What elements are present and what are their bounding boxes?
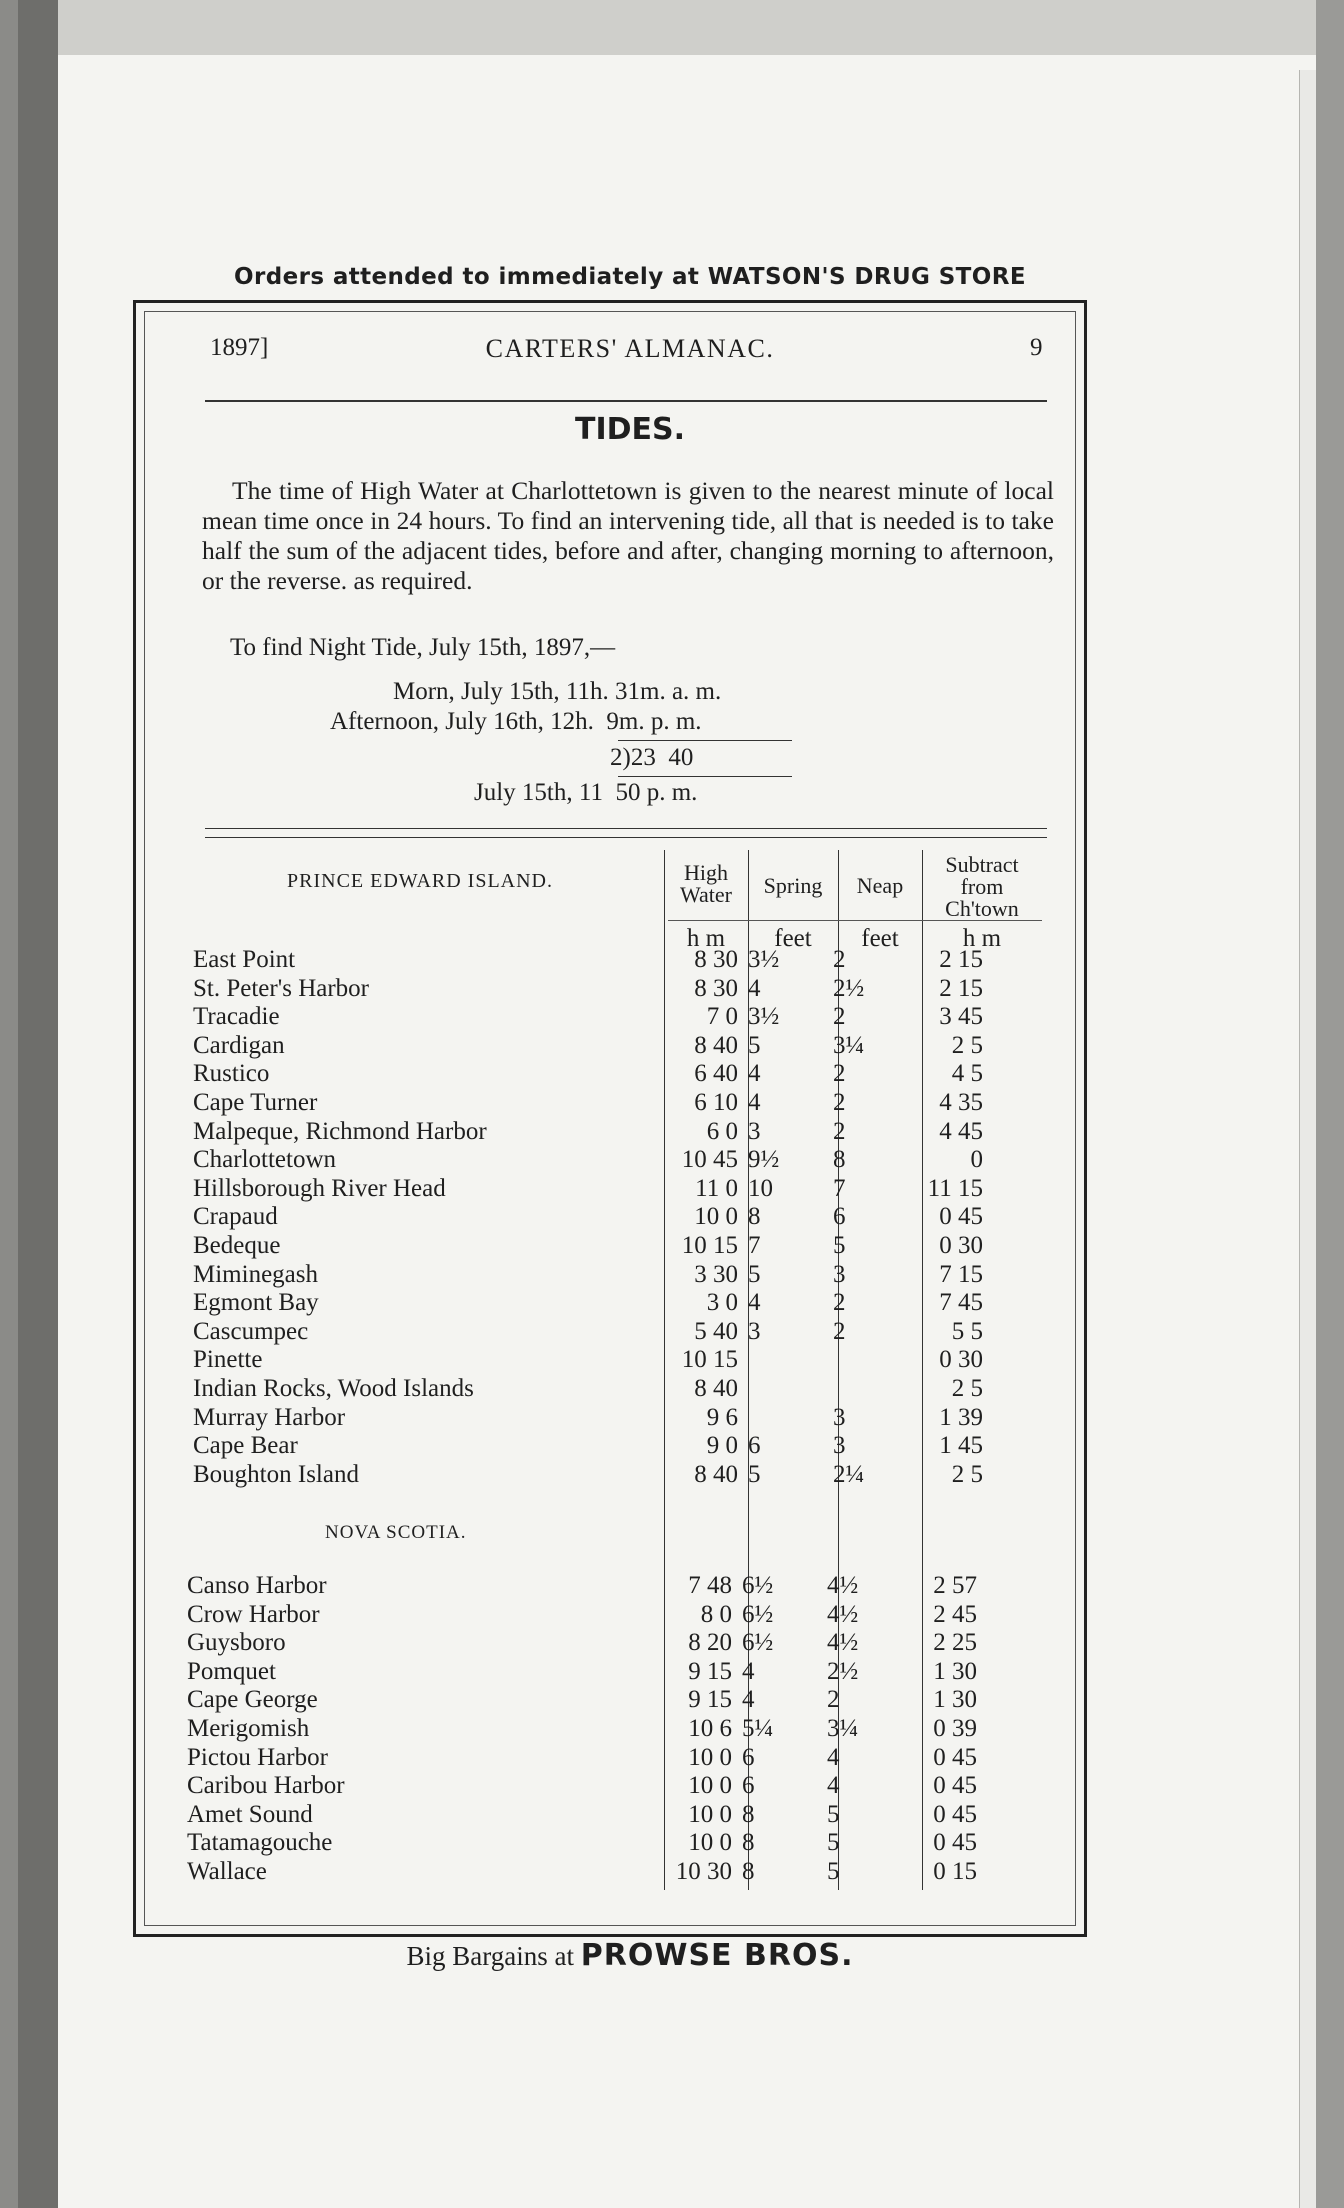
high-water-time: 10 0: [688, 1772, 732, 1800]
table-row: [187, 1572, 1067, 1601]
high-water-time: 8 40: [694, 1375, 738, 1402]
high-water-time: 10 0: [694, 1203, 738, 1231]
subtract-time: 0 30: [939, 1346, 983, 1374]
high-water-time: 10 15: [681, 1346, 738, 1374]
subtract-time: 2 45: [933, 1600, 977, 1628]
neap-height: 2: [833, 1289, 846, 1317]
place-name: Cardigan: [193, 1031, 285, 1059]
high-water-time: 8 20: [688, 1629, 732, 1657]
subtract-time: 7 15: [939, 1260, 983, 1288]
neap-height: 2: [833, 1060, 846, 1088]
spring-height: 5: [748, 1260, 761, 1288]
neap-height: 4½: [827, 1572, 859, 1599]
neap-height: 7: [833, 1174, 846, 1202]
subtract-time: 0 39: [933, 1715, 977, 1742]
page-edge: [1299, 70, 1316, 2208]
neap-height: 5: [827, 1800, 840, 1828]
subtract-time: 5 5: [951, 1317, 983, 1345]
unit-high: h m: [686, 925, 726, 952]
spring-height: 4: [742, 1686, 755, 1714]
subtract-time: 7 45: [939, 1289, 983, 1317]
subtract-time: 0 45: [933, 1743, 977, 1771]
place-name: Cascumpec: [193, 1317, 309, 1345]
calc-rule-2: [618, 776, 792, 777]
high-water-time: 9 6: [706, 1403, 738, 1431]
high-water-time: 7 0: [706, 1003, 738, 1031]
spring-height: 6½: [742, 1629, 774, 1657]
section-title: TIDES.: [574, 412, 686, 447]
subtract-time: 2 25: [933, 1629, 977, 1657]
neap-height: 4: [827, 1743, 840, 1771]
table-row: [193, 1261, 1073, 1290]
subtract-time: 2 5: [951, 1031, 983, 1059]
table-row: [193, 946, 1073, 975]
calc-rule-1: [618, 740, 792, 741]
subtract-time: 0 30: [939, 1232, 983, 1259]
table-row: [193, 1146, 1073, 1175]
table-row: [193, 1203, 1073, 1232]
table-row: [193, 1461, 1073, 1490]
place-name: Amet Sound: [187, 1800, 313, 1828]
high-water-time: 8 40: [694, 1460, 738, 1488]
subtract-time: 0 15: [933, 1858, 977, 1885]
table-row: [193, 1003, 1073, 1032]
neap-height: 5: [827, 1858, 840, 1885]
spring-height: 5¼: [742, 1715, 774, 1742]
table-row: [187, 1801, 1067, 1830]
high-water-time: 10 0: [688, 1829, 732, 1857]
neap-height: 2: [833, 1089, 846, 1116]
high-water-time: 3 0: [706, 1289, 738, 1317]
table-row: [193, 1346, 1073, 1375]
bottom-advertisement: [200, 1938, 1060, 1973]
table-row: [187, 1829, 1067, 1858]
subtract-time: 0 45: [939, 1203, 983, 1231]
subtract-time: 1 45: [939, 1432, 983, 1460]
table-row: [187, 1715, 1067, 1744]
neap-height: 4½: [827, 1600, 859, 1628]
high-water-time: 10 0: [688, 1743, 732, 1771]
table-row: [187, 1658, 1067, 1687]
high-water-time: 10 6: [688, 1715, 732, 1742]
subtract-time: 2 5: [951, 1375, 983, 1402]
subtract-time: 0: [970, 1146, 983, 1174]
subtract-time: 4 35: [939, 1089, 983, 1116]
place-name: Cape Turner: [193, 1089, 318, 1116]
separator-rule: [205, 828, 1047, 829]
table-row: [193, 1375, 1073, 1404]
place-name: Bedeque: [193, 1232, 281, 1259]
intro-paragraph: The time of High Water at Charlottetown is given to the nearest minute of local mean time once in 24 hours. To find an intervening tide, all that is needed is to take half the sum of the adjacent tides, before and after, changing morning to afternoon, or the reverse. as required.: [202, 476, 1054, 595]
spring-height: 3: [748, 1317, 761, 1345]
high-water-time: 7 48: [688, 1572, 732, 1599]
subtract-time: 1 30: [933, 1686, 977, 1714]
separator-rule-2: [205, 837, 1047, 838]
neap-height: 3: [833, 1260, 846, 1288]
place-name: Crow Harbor: [187, 1600, 320, 1628]
table-row: [187, 1629, 1067, 1658]
high-water-time: 5 40: [694, 1317, 738, 1345]
table-row: [193, 1089, 1073, 1118]
spring-height: 6: [748, 1432, 761, 1460]
neap-height: 2½: [827, 1657, 859, 1685]
spring-height: 7: [748, 1232, 761, 1259]
table-row: [193, 1432, 1073, 1461]
col-header-neap: Neap: [856, 873, 904, 898]
neap-height: 2: [827, 1686, 840, 1714]
subtract-time: 1 39: [939, 1403, 983, 1431]
unit-spring: feet: [774, 925, 812, 952]
table-row: [187, 1772, 1067, 1801]
calc-line-morning: Morn, July 15th, 11h. 31m. a. m.: [393, 678, 722, 705]
neap-height: 8: [833, 1146, 846, 1174]
place-name: Cape George: [187, 1686, 318, 1714]
calc-line-result: July 15th, 11 50 p. m.: [474, 779, 698, 806]
spring-height: 8: [742, 1858, 755, 1885]
neap-height: 2: [833, 946, 846, 973]
high-water-time: 9 0: [706, 1432, 738, 1460]
high-water-time: 10 0: [688, 1800, 732, 1828]
spring-height: 4: [742, 1657, 755, 1685]
section-header-nova-scotia: NOVA SCOTIA.: [325, 1522, 467, 1543]
night-tide-heading: To find Night Tide, July 15th, 1897,—: [230, 634, 616, 661]
neap-height: 3¼: [833, 1031, 865, 1059]
place-name: Malpeque, Richmond Harbor: [193, 1117, 487, 1145]
place-name: Miminegash: [193, 1260, 318, 1288]
unit-subtract: h m: [962, 925, 1002, 952]
spring-height: 3½: [748, 946, 780, 973]
neap-height: 4: [827, 1772, 840, 1800]
subtract-time: 11 15: [927, 1174, 983, 1202]
subtract-time: 0 45: [933, 1829, 977, 1857]
book-right-edge: [1316, 0, 1344, 2208]
calc-line-sum: 2)23 40: [610, 744, 694, 771]
place-name: Boughton Island: [193, 1460, 359, 1488]
high-water-time: 8 30: [694, 946, 738, 973]
neap-height: 2: [833, 1003, 846, 1031]
subtract-time: 2 5: [951, 1460, 983, 1488]
place-name: Tatamagouche: [187, 1829, 333, 1857]
neap-height: 4½: [827, 1629, 859, 1657]
place-name: Egmont Bay: [193, 1289, 319, 1317]
spring-height: 8: [742, 1800, 755, 1828]
calc-line-afternoon: Afternoon, July 16th, 12h. 9m. p. m.: [330, 708, 702, 735]
subtract-time: 1 30: [933, 1657, 977, 1685]
neap-height: 2¼: [833, 1460, 865, 1488]
spring-height: 3½: [748, 1003, 780, 1031]
neap-height: 3: [833, 1403, 846, 1431]
place-name: Murray Harbor: [193, 1403, 346, 1431]
high-water-time: 9 15: [688, 1686, 732, 1714]
ad-brand: PROWSE BROS.: [580, 1938, 854, 1973]
spring-height: 6½: [742, 1572, 774, 1599]
place-name: Pictou Harbor: [187, 1743, 328, 1771]
spring-height: 8: [742, 1829, 755, 1857]
place-name: Canso Harbor: [187, 1572, 327, 1599]
high-water-time: 3 30: [694, 1260, 738, 1288]
subtract-time: 2 15: [939, 974, 983, 1002]
place-name: Wallace: [187, 1858, 267, 1885]
page-number: 9: [1030, 334, 1043, 361]
place-name: Merigomish: [187, 1715, 310, 1742]
high-water-time: 10 15: [681, 1232, 738, 1259]
subtract-time: 2 15: [939, 946, 983, 973]
place-name: Indian Rocks, Wood Islands: [193, 1375, 474, 1402]
book-spine-edge: [0, 0, 18, 2208]
subtract-time: 4 45: [939, 1117, 983, 1145]
subtract-time: 0 45: [933, 1772, 977, 1800]
table-row: [193, 1289, 1073, 1318]
table-row: [193, 1032, 1073, 1061]
spring-height: 4: [748, 1060, 761, 1088]
high-water-time: 6 40: [694, 1060, 738, 1088]
high-water-time: 11 0: [695, 1174, 738, 1202]
high-water-time: 8 30: [694, 974, 738, 1002]
table-row: [187, 1601, 1067, 1630]
table-row: [193, 1404, 1073, 1433]
spring-height: 9½: [748, 1146, 780, 1174]
neap-height: 2: [833, 1317, 846, 1345]
spring-height: 8: [748, 1203, 761, 1231]
subtract-time: 2 57: [933, 1572, 977, 1599]
place-name: Pomquet: [187, 1657, 276, 1685]
neap-height: 5: [833, 1232, 846, 1259]
subtract-time: 4 5: [951, 1060, 983, 1088]
neap-height: 5: [827, 1829, 840, 1857]
subtract-time: 0 45: [933, 1800, 977, 1828]
place-name: Tracadie: [193, 1003, 280, 1031]
spring-height: 10: [748, 1174, 773, 1202]
top-advertisement: Orders attended to immediately at WATSON'S DRUG STORE: [234, 264, 1026, 290]
high-water-time: 10 30: [675, 1858, 732, 1885]
ad-prefix: Big Bargains at: [406, 1941, 575, 1971]
place-name: East Point: [193, 946, 296, 973]
place-name: Caribou Harbor: [187, 1772, 345, 1800]
spring-height: 5: [748, 1031, 761, 1059]
subtract-time: 3 45: [939, 1003, 983, 1031]
place-name: Crapaud: [193, 1203, 278, 1231]
high-water-time: 6 0: [706, 1117, 738, 1145]
place-name: Guysboro: [187, 1629, 286, 1657]
header-rule: [205, 400, 1047, 402]
spring-height: 6: [742, 1772, 755, 1800]
high-water-time: 9 15: [688, 1657, 732, 1685]
header-underline: [668, 920, 1042, 921]
place-name: Pinette: [193, 1346, 263, 1374]
table-row: [193, 1318, 1073, 1347]
spring-height: 6½: [742, 1600, 774, 1628]
place-name: Hillsborough River Head: [193, 1174, 446, 1202]
table-row: [193, 1060, 1073, 1089]
spring-height: 5: [748, 1460, 761, 1488]
header-title: CARTERS' ALMANAC.: [485, 334, 775, 363]
spring-height: 3: [748, 1117, 761, 1145]
spring-height: 4: [748, 1289, 761, 1317]
place-name: Rustico: [193, 1060, 270, 1088]
high-water-time: 8 0: [700, 1600, 732, 1628]
high-water-time: 6 10: [694, 1089, 738, 1116]
section-header-pei: PRINCE EDWARD ISLAND.: [287, 870, 553, 892]
header-year: 1897]: [210, 334, 269, 361]
col-header-spring: Spring: [763, 873, 823, 898]
table-row: [187, 1744, 1067, 1773]
table-row: [193, 1175, 1073, 1204]
neap-height: 6: [833, 1203, 846, 1231]
table-row: [193, 1232, 1073, 1261]
table-row: [193, 1118, 1073, 1147]
spring-height: 4: [748, 1089, 761, 1116]
high-water-time: 10 45: [681, 1146, 738, 1174]
table-row: [187, 1858, 1067, 1887]
neap-height: 2½: [833, 974, 865, 1002]
unit-neap: feet: [861, 925, 899, 952]
table-row: [187, 1686, 1067, 1715]
neap-height: 3¼: [827, 1715, 859, 1742]
table-row: [193, 975, 1073, 1004]
spring-height: 4: [748, 974, 761, 1002]
place-name: St. Peter's Harbor: [193, 974, 370, 1002]
neap-height: 2: [833, 1117, 846, 1145]
col-header-subtract: Subtract from Ch'town: [945, 852, 1019, 921]
neap-height: 3: [833, 1432, 846, 1460]
place-name: Cape Bear: [193, 1432, 298, 1460]
col-header-high-water: High Water: [680, 860, 732, 907]
place-name: Charlottetown: [193, 1146, 337, 1174]
spring-height: 6: [742, 1743, 755, 1771]
high-water-time: 8 40: [694, 1031, 738, 1059]
